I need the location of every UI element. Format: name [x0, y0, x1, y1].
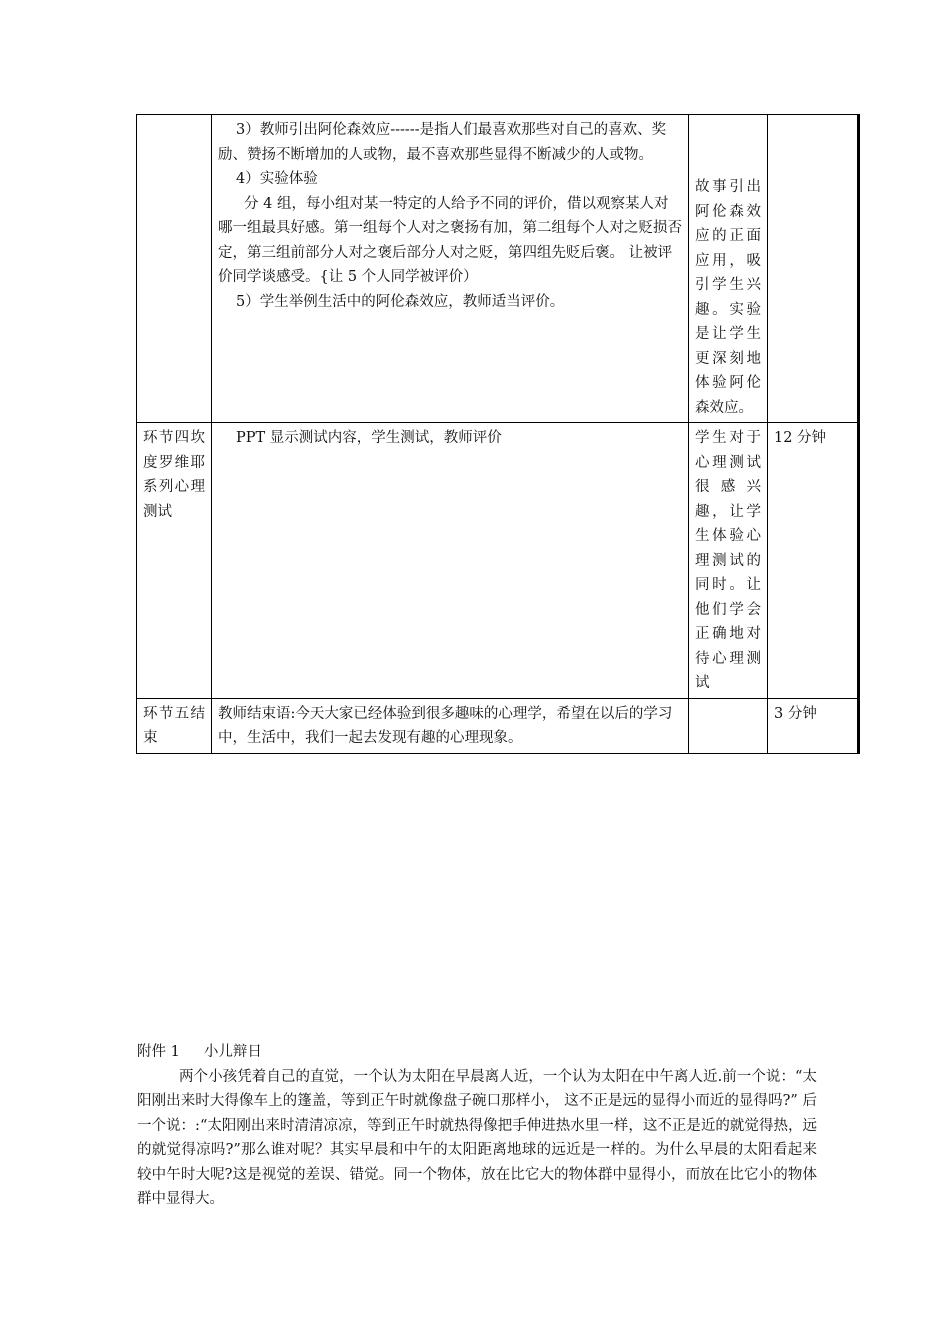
stage-cell [137, 115, 212, 423]
content-paragraph: PPT 显示测试内容，学生测试，教师评价 [236, 430, 502, 446]
content-paragraph: 分 4 组，每小组对某一特定的人给予不同的评价，借以观察某人对哪一组最具好感。第一组每个人对之褒扬有加，第二组每个人对之贬损否定，第三组前部分人对之褒后部分人对之贬，第四组先贬后褒。 让被评价同学谈感受。{让 5 个人同学被评价） [218, 195, 682, 285]
content-cell: 教师结束语:今天大家已经体验到很多趣味的心理学，希望在以后的学习中，生活中，我们一起去发现有趣的心理现象。 [212, 698, 689, 753]
content-paragraph: 3）教师引出阿伦森效应------是指人们最喜欢那些对自己的喜欢、奖励、赞扬不断增加的人或物，最不喜欢那些显得不断减少的人或物。 [218, 122, 667, 163]
stage-cell: 环节四坎度罗维耶系列心理测试 [137, 423, 212, 699]
time-cell: 3 分钟 [768, 698, 859, 753]
time-cell: 12 分钟 [768, 423, 859, 699]
intent-text: 故事引出阿伦森效应的正面应用，吸引学生兴趣。实验是让学生更深刻地体验阿伦森效应。 [695, 179, 761, 416]
content-paragraph: 5）学生举例生活中的阿伦森效应，教师适当评价。 [236, 293, 565, 310]
intent-cell [689, 698, 768, 753]
content-paragraph: 4）实验体验 [236, 171, 318, 187]
appendix-label: 附件 1 [137, 1044, 180, 1060]
cell-spacer [695, 118, 761, 175]
intent-cell [689, 115, 768, 423]
appendix-section [137, 1040, 817, 1212]
appendix-heading [137, 1040, 817, 1065]
appendix-title: 小儿辩日 [203, 1044, 262, 1060]
lesson-plan-table [136, 114, 860, 754]
intent-cell: 学生对于心理测试很感兴趣，让学生体验心理测试的同时。让他们学会正确地对待心理测试 [689, 423, 768, 699]
stage-cell: 环节五结束 [137, 698, 212, 753]
table-row [137, 115, 859, 423]
table-row [137, 698, 859, 753]
content-cell [212, 115, 689, 423]
time-cell [768, 115, 859, 423]
content-cell [212, 423, 689, 699]
table-row [137, 423, 859, 699]
appendix-body: 两个小孩凭着自己的直觉，一个认为太阳在早晨离人近，一个认为太阳在中午离人近.前一个说：“太阳刚出来时大得像车上的篷盖，等到正午时就像盘子碗口那样小， 这不正是远的显得小而近的显得吗?” 后一个说：:“太阳刚出来时清清凉凉，等到正午时就热得像把手伸进热水里一样，这不正是近的就觉得热，远的就觉得凉吗?”那么谁对呢？其实早晨和中午的太阳距离地球的远近是一样的。为什么早晨的太阳看起来较中午时大呢?这是视觉的差误、错觉。同一个物体，放在比它大的物体群中显得小，而放在比它小的物体群中显得大。 [137, 1068, 817, 1207]
